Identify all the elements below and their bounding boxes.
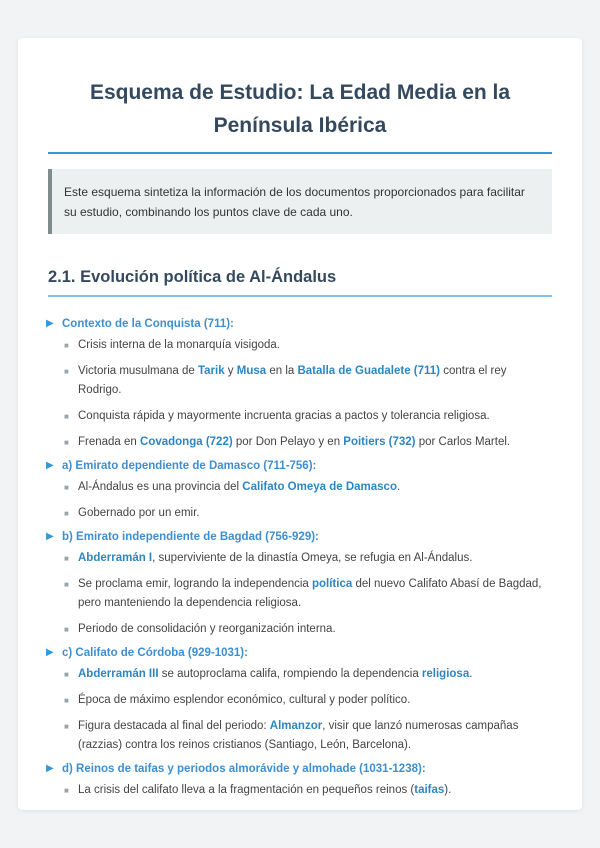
list-item	[64, 362, 552, 400]
list-item	[64, 549, 552, 568]
highlighted-term: Almanzor	[269, 720, 323, 732]
square-bullet-icon: ■	[64, 367, 69, 376]
page-title: Esquema de Estudio: La Edad Media en la Península Ibérica	[48, 76, 552, 154]
item-text: Frenada en	[78, 436, 141, 448]
item-text: del nuevo Califato Abasí de Bagdad, pero manteniendo la dependencia religiosa.	[78, 578, 542, 609]
list-item	[64, 575, 552, 613]
period-title: d) Reinos de taifas y periodos almorávide y almohade (1031-1238):	[62, 763, 426, 775]
item-text: contra el rey Rodrigo.	[78, 365, 507, 396]
period-items	[62, 478, 552, 523]
item-text: por Don Pelayo y en	[232, 436, 344, 448]
period-items	[62, 781, 552, 800]
highlighted-term: política	[311, 578, 353, 590]
item-text: Gobernado por un emir.	[78, 507, 200, 519]
highlighted-term: religiosa	[421, 668, 470, 680]
square-bullet-icon: ■	[64, 722, 69, 731]
period-entry	[48, 315, 552, 452]
section-heading: 2.1. Evolución política de Al-Ándalus	[48, 268, 552, 297]
square-bullet-icon: ■	[64, 483, 69, 492]
square-bullet-icon: ■	[64, 509, 69, 518]
item-text: .	[469, 668, 473, 680]
period-title: b) Emirato independiente de Bagdad (756-929):	[62, 531, 319, 543]
item-text: Época de máximo esplendor económico, cultural y poder político.	[78, 694, 411, 706]
period-outline	[48, 315, 552, 800]
period-items	[62, 665, 552, 755]
period-items	[62, 549, 552, 639]
highlighted-term: Musa	[236, 365, 267, 377]
triangle-bullet-icon: ▶	[46, 460, 54, 471]
list-item	[64, 717, 552, 755]
square-bullet-icon: ■	[64, 786, 69, 795]
highlighted-term: Tarik	[197, 365, 225, 377]
square-bullet-icon: ■	[64, 625, 69, 634]
period-title: a) Emirato dependiente de Damasco (711-756):	[62, 460, 317, 472]
item-text: La crisis del califato lleva a la fragmentación en pequeños reinos (	[78, 784, 415, 796]
highlighted-term: Poitiers (732)	[343, 436, 416, 448]
period-entry	[48, 644, 552, 755]
highlighted-term: Abderramán I	[78, 552, 153, 564]
item-text: , superviviente de la dinastía Omeya, se refugia en Al-Ándalus.	[152, 552, 473, 564]
list-item	[64, 691, 552, 710]
item-text: Se proclama emir, logrando la independencia	[78, 578, 312, 590]
item-text: Crisis interna de la monarquía visigoda.	[78, 339, 280, 351]
item-text: , visir que lanzó numerosas campañas (razzias) contra los reinos cristianos (Santiago, León, Barcelona).	[78, 720, 519, 751]
square-bullet-icon: ■	[64, 696, 69, 705]
period-entry	[48, 528, 552, 639]
highlighted-term: Batalla de Guadalete (711)	[297, 365, 441, 377]
list-item	[64, 478, 552, 497]
list-item	[64, 620, 552, 639]
list-item	[64, 407, 552, 426]
square-bullet-icon: ■	[64, 554, 69, 563]
item-text: por Carlos Martel.	[415, 436, 511, 448]
item-text: y	[224, 365, 237, 377]
highlighted-term: Covadonga (722)	[140, 436, 233, 448]
intro-note: Este esquema sintetiza la información de los documentos proporcionados para facilitar su estudio, combinando los puntos clave de cada uno.	[48, 169, 552, 234]
triangle-bullet-icon: ▶	[46, 647, 54, 658]
item-text: en la	[266, 365, 298, 377]
item-text: Victoria musulmana de	[78, 365, 198, 377]
highlighted-term: Califato Omeya de Damasco	[242, 481, 397, 493]
triangle-bullet-icon: ▶	[46, 763, 54, 774]
document-card	[18, 38, 582, 810]
period-entry	[48, 457, 552, 523]
list-item	[64, 504, 552, 523]
item-text: Periodo de consolidación y reorganización interna.	[78, 623, 336, 635]
item-text: Conquista rápida y mayormente incruenta gracias a pactos y tolerancia religiosa.	[78, 410, 490, 422]
square-bullet-icon: ■	[64, 438, 69, 447]
item-text: ).	[444, 784, 452, 796]
square-bullet-icon: ■	[64, 670, 69, 679]
item-text: se autoproclama califa, rompiendo la dependencia	[158, 668, 422, 680]
square-bullet-icon: ■	[64, 580, 69, 589]
item-text: Al-Ándalus es una provincia del	[78, 481, 243, 493]
highlighted-term: Abderramán III	[78, 668, 159, 680]
square-bullet-icon: ■	[64, 341, 69, 350]
list-item	[64, 781, 552, 800]
list-item	[64, 336, 552, 355]
period-items	[62, 336, 552, 452]
item-text: Figura destacada al final del periodo:	[78, 720, 270, 732]
triangle-bullet-icon: ▶	[46, 318, 54, 329]
period-title: c) Califato de Córdoba (929-1031):	[62, 647, 248, 659]
item-text: .	[396, 481, 401, 493]
list-item	[64, 665, 552, 684]
period-title: Contexto de la Conquista (711):	[62, 318, 234, 330]
list-item	[64, 433, 552, 452]
triangle-bullet-icon: ▶	[46, 531, 54, 542]
square-bullet-icon: ■	[64, 412, 69, 421]
period-entry	[48, 760, 552, 800]
highlighted-term: taifas	[414, 784, 445, 796]
